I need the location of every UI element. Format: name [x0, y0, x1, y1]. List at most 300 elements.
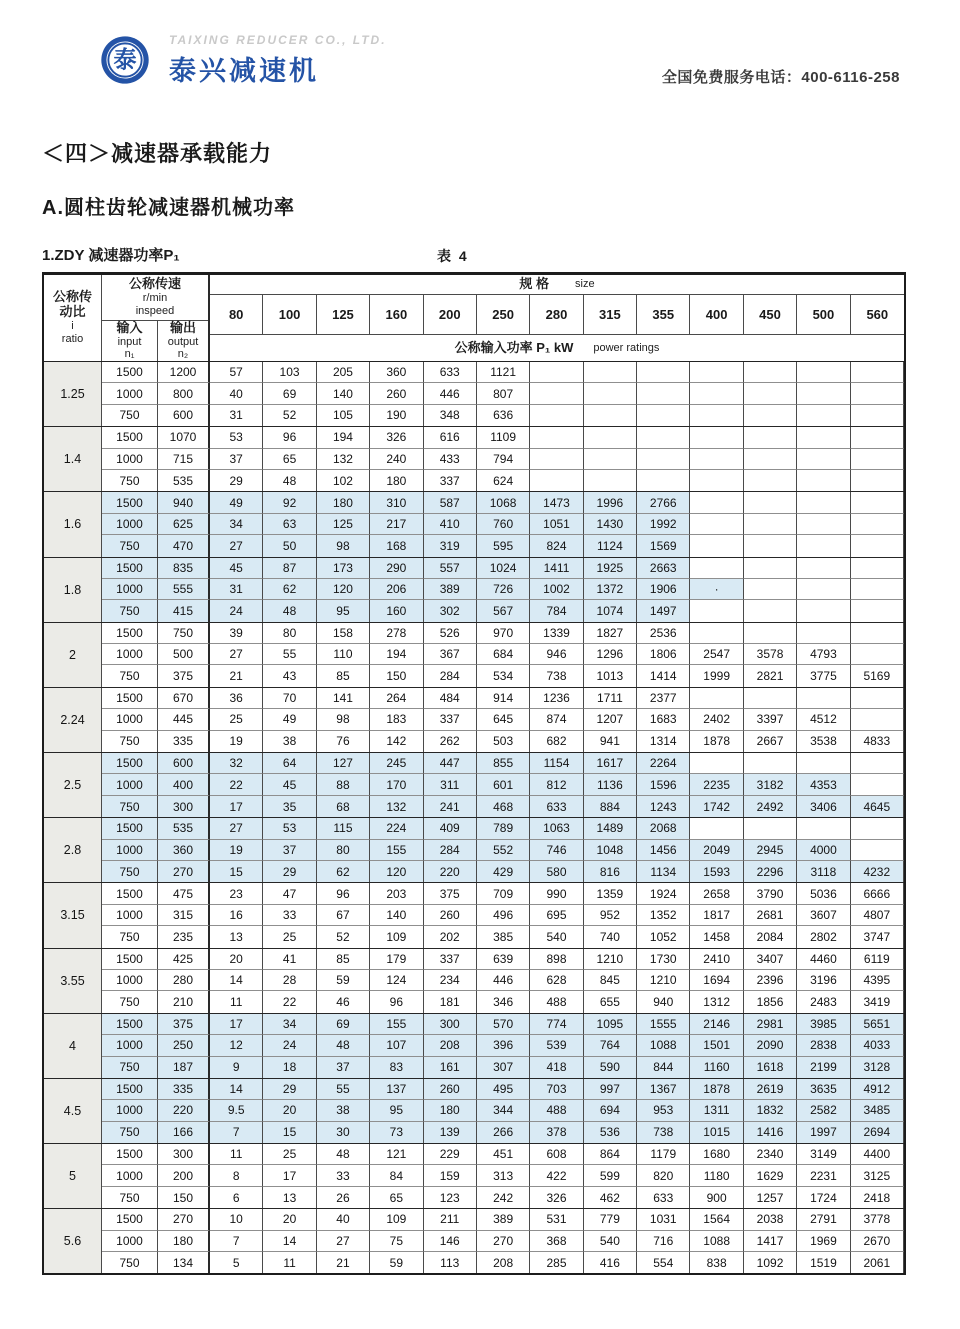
cell-input-speed: 1500: [102, 818, 158, 839]
cell-power-value: 3196: [797, 970, 850, 991]
cell-power-value: 601: [477, 774, 530, 795]
cell-power-value: 40: [210, 383, 263, 404]
cell-power-value: 587: [424, 492, 477, 513]
cell-power-value: 47: [263, 883, 316, 904]
cell-input-speed: 1500: [102, 688, 158, 709]
cell-power-value: 15: [263, 1122, 316, 1143]
size-column-header: 450: [744, 295, 797, 334]
cell-power-value: 3607: [797, 905, 850, 926]
cell-power-value: 284: [424, 840, 477, 861]
cell-power-value: 132: [317, 449, 370, 470]
cell-power-value: 120: [370, 861, 423, 882]
cell-power-value: 25: [263, 1144, 316, 1165]
cell-power-value: 838: [690, 1252, 743, 1273]
size-column-header: 315: [584, 295, 637, 334]
cell-power-value: 595: [477, 535, 530, 556]
cell-input-speed: 1000: [102, 644, 158, 665]
cell-power-value: 65: [370, 1187, 423, 1208]
cell-power-value: 496: [477, 905, 530, 926]
cell-power-value: 3790: [744, 883, 797, 904]
cell-power-value: 13: [210, 926, 263, 947]
header-input-line: n₁: [124, 348, 135, 361]
cell-power-value: 1243: [637, 796, 690, 817]
cell-input-speed: 1500: [102, 558, 158, 579]
cell-power-value: 3128: [851, 1057, 904, 1078]
cell-power-value: 375: [424, 883, 477, 904]
cell-power-value: 17: [210, 796, 263, 817]
cell-power-value: 245: [370, 753, 423, 774]
size-column-header: 560: [866, 307, 889, 322]
cell-power-value: 28: [263, 970, 316, 991]
cell-power-value: 337: [424, 470, 477, 491]
cell-power-value: 98: [317, 709, 370, 730]
cell-power-value: 11: [210, 991, 263, 1012]
cell-power-value: 29: [263, 861, 316, 882]
cell-power-value: 278: [370, 623, 423, 644]
cell-power-value: 2667: [744, 731, 797, 752]
cell-power-value: 83: [370, 1057, 423, 1078]
cell-power-value: [690, 753, 743, 774]
cell-power-value: 4833: [851, 731, 904, 752]
cell-power-value: [851, 623, 904, 644]
cell-power-value: 217: [370, 514, 423, 535]
cell-power-value: 1629: [744, 1165, 797, 1186]
cell-ratio: 3.15: [44, 883, 102, 947]
cell-power-value: 110: [317, 644, 370, 665]
cell-power-value: 396: [477, 1035, 530, 1056]
cell-power-value: 30: [317, 1122, 370, 1143]
cell-power-value: [797, 514, 850, 535]
cell-power-value: 4460: [797, 949, 850, 970]
cell-power-value: 3406: [797, 796, 850, 817]
cell-power-value: 2231: [797, 1165, 850, 1186]
cell-power-value: 310: [370, 492, 423, 513]
cell-power-value: 59: [317, 970, 370, 991]
cell-output-speed: 715: [158, 449, 210, 470]
cell-input-speed: 750: [102, 470, 158, 491]
cell-power-value: 85: [317, 665, 370, 686]
cell-power-value: 633: [424, 362, 477, 383]
cell-power-value: [690, 405, 743, 426]
cell-power-value: 1063: [530, 818, 583, 839]
cell-power-value: 45: [263, 774, 316, 795]
cell-power-value: [744, 623, 797, 644]
cell-power-value: 970: [477, 623, 530, 644]
cell-power-value: 2547: [690, 644, 743, 665]
cell-power-value: 76: [317, 731, 370, 752]
cell-power-value: 24: [210, 600, 263, 621]
cell-power-value: 816: [584, 861, 637, 882]
cell-power-value: 3407: [744, 949, 797, 970]
cell-power-value: 11: [263, 1252, 316, 1273]
cell-power-value: 16: [210, 905, 263, 926]
cell-output-speed: 625: [158, 514, 210, 535]
cell-power-value: 29: [263, 1079, 316, 1100]
cell-output-speed: 235: [158, 926, 210, 947]
cell-power-value: 23: [210, 883, 263, 904]
cell-power-value: [797, 579, 850, 600]
power-ratings-table: [42, 272, 906, 1275]
cell-power-value: [744, 470, 797, 491]
cell-output-speed: 600: [158, 405, 210, 426]
cell-power-value: 146: [424, 1231, 477, 1252]
table-body: [44, 362, 904, 1273]
header-speed-line: inspeed: [135, 304, 175, 317]
cell-power-value: [851, 535, 904, 556]
cell-power-value: 41: [263, 949, 316, 970]
cell-input-speed: 1500: [102, 427, 158, 448]
cell-power-value: 1593: [690, 861, 743, 882]
cell-power-value: [851, 362, 904, 383]
cell-power-value: 740: [584, 926, 637, 947]
cell-power-value: 37: [317, 1057, 370, 1078]
cell-power-value: 884: [584, 796, 637, 817]
size-column-header: 250: [477, 295, 530, 334]
cell-power-value: 150: [370, 665, 423, 686]
cell-power-value: 997: [584, 1079, 637, 1100]
cell-power-value: 38: [263, 731, 316, 752]
cell-power-value: [797, 623, 850, 644]
cell-power-value: 208: [424, 1035, 477, 1056]
cell-power-value: 1497: [637, 600, 690, 621]
cell-output-speed: 475: [158, 883, 210, 904]
cell-power-value: [851, 644, 904, 665]
cell-power-value: 540: [530, 926, 583, 947]
cell-power-value: 2038: [744, 1209, 797, 1230]
cell-power-value: 1878: [690, 1079, 743, 1100]
cell-power-value: [584, 449, 637, 470]
cell-input-speed: 1500: [102, 1209, 158, 1230]
cell-power-value: 3578: [744, 644, 797, 665]
cell-ratio: 2.8: [44, 818, 102, 882]
cell-power-value: 59: [370, 1252, 423, 1273]
cell-power-value: 284: [424, 665, 477, 686]
cell-output-speed: 750: [158, 623, 210, 644]
cell-power-value: [851, 688, 904, 709]
cell-output-speed: 335: [158, 1079, 210, 1100]
cell-power-value: 96: [263, 427, 316, 448]
cell-power-value: 2235: [690, 774, 743, 795]
cell-power-value: [584, 427, 637, 448]
size-column-header: 80: [210, 295, 263, 334]
cell-power-value: 3985: [797, 1014, 850, 1035]
cell-power-value: 25: [263, 926, 316, 947]
table-label: 1.ZDY 减速器功率P₁: [42, 247, 180, 264]
cell-power-value: 1031: [637, 1209, 690, 1230]
cell-power-value: 55: [263, 644, 316, 665]
ratio-group: [44, 1014, 904, 1079]
cell-power-value: 39: [210, 623, 263, 644]
cell-power-value: 760: [477, 514, 530, 535]
cell-power-value: 27: [317, 1231, 370, 1252]
cell-power-value: 488: [530, 991, 583, 1012]
header-output-line: 输出: [169, 319, 196, 335]
cell-power-value: 1416: [744, 1122, 797, 1143]
cell-power-value: 50: [263, 535, 316, 556]
cell-power-value: 695: [530, 905, 583, 926]
cell-power-value: 1134: [637, 861, 690, 882]
cell-power-value: 75: [370, 1231, 423, 1252]
cell-power-value: 88: [317, 774, 370, 795]
cell-power-value: 645: [477, 709, 530, 730]
cell-output-speed: 835: [158, 558, 210, 579]
ratio-group: [44, 883, 904, 948]
cell-output-speed: 280: [158, 970, 210, 991]
cell-power-value: [744, 818, 797, 839]
cell-power-value: [797, 405, 850, 426]
cell-power-value: 4400: [851, 1144, 904, 1165]
cell-power-value: 1339: [530, 623, 583, 644]
size-column-header: 280: [530, 295, 583, 334]
cell-power-value: [530, 449, 583, 470]
cell-power-value: 1519: [797, 1252, 850, 1273]
cell-power-value: 34: [210, 514, 263, 535]
cell-power-value: 9: [210, 1057, 263, 1078]
cell-power-value: 738: [637, 1122, 690, 1143]
cell-power-value: 87: [263, 558, 316, 579]
cell-power-value: 19: [210, 840, 263, 861]
cell-power-value: 410: [424, 514, 477, 535]
cell-power-value: 17: [210, 1014, 263, 1035]
cell-power-value: 8: [210, 1165, 263, 1186]
cell-ratio: 5.6: [44, 1209, 102, 1273]
cell-power-value: 616: [424, 427, 477, 448]
cell-output-speed: 220: [158, 1100, 210, 1121]
cell-power-value: 4912: [851, 1079, 904, 1100]
header-ratio-column: [44, 275, 102, 361]
cell-power-value: 40: [317, 1209, 370, 1230]
header-power-en: power ratings: [593, 341, 660, 354]
cell-power-value: 155: [370, 1014, 423, 1035]
cell-power-value: 429: [477, 861, 530, 882]
cell-power-value: [851, 492, 904, 513]
cell-power-value: 1121: [477, 362, 530, 383]
cell-ratio: 4.5: [44, 1079, 102, 1143]
cell-power-value: 1154: [530, 753, 583, 774]
cell-power-value: 96: [317, 883, 370, 904]
cell-power-value: 107: [370, 1035, 423, 1056]
cell-power-value: 115: [317, 818, 370, 839]
cell-power-value: 346: [477, 991, 530, 1012]
cell-power-value: [797, 449, 850, 470]
cell-power-value: 1048: [584, 840, 637, 861]
cell-power-value: 990: [530, 883, 583, 904]
cell-power-value: 1314: [637, 731, 690, 752]
cell-power-value: 1015: [690, 1122, 743, 1143]
header-ratio-line: i: [71, 320, 74, 333]
cell-power-value: 3635: [797, 1079, 850, 1100]
cell-power-value: 19: [210, 731, 263, 752]
header-input-line: 输入: [116, 319, 143, 335]
cell-power-value: [584, 470, 637, 491]
cell-power-value: 703: [530, 1079, 583, 1100]
cell-power-value: 2377: [637, 688, 690, 709]
cell-output-speed: 134: [158, 1252, 210, 1273]
cell-power-value: 22: [263, 991, 316, 1012]
cell-power-value: 103: [263, 362, 316, 383]
cell-power-value: 313: [477, 1165, 530, 1186]
cell-power-value: 95: [370, 1100, 423, 1121]
cell-power-value: [851, 774, 904, 795]
cell-input-speed: 1500: [102, 492, 158, 513]
cell-power-value: [690, 535, 743, 556]
ratio-group: [44, 1079, 904, 1144]
cell-power-value: ·: [690, 579, 743, 600]
cell-power-value: 2670: [851, 1231, 904, 1252]
cell-power-value: 2802: [797, 926, 850, 947]
cell-power-value: 241: [424, 796, 477, 817]
cell-output-speed: 210: [158, 991, 210, 1012]
cell-power-value: 290: [370, 558, 423, 579]
subsection-title: A.圆柱齿轮减速器机械功率: [42, 197, 295, 219]
cell-power-value: 7: [210, 1122, 263, 1143]
page-header: [0, 0, 960, 110]
cell-power-value: 1969: [797, 1231, 850, 1252]
cell-power-value: 14: [263, 1231, 316, 1252]
cell-power-value: 155: [370, 840, 423, 861]
cell-power-value: 1136: [584, 774, 637, 795]
cell-power-value: 348: [424, 405, 477, 426]
cell-power-value: 1617: [584, 753, 637, 774]
cell-power-value: 1024: [477, 558, 530, 579]
cell-output-speed: 250: [158, 1035, 210, 1056]
cell-power-value: 418: [530, 1057, 583, 1078]
ratio-group: [44, 949, 904, 1014]
cell-power-value: 270: [477, 1231, 530, 1252]
size-column-header: 400: [690, 295, 743, 334]
cell-power-value: 63: [263, 514, 316, 535]
cell-power-value: 2791: [797, 1209, 850, 1230]
cell-ratio: 4: [44, 1014, 102, 1078]
cell-input-speed: 1000: [102, 709, 158, 730]
cell-power-value: [744, 579, 797, 600]
cell-power-value: 1236: [530, 688, 583, 709]
cell-power-value: [690, 449, 743, 470]
cell-input-speed: 1000: [102, 905, 158, 926]
cell-power-value: 1160: [690, 1057, 743, 1078]
cell-power-value: 337: [424, 949, 477, 970]
cell-power-value: 62: [263, 579, 316, 600]
cell-power-value: 2396: [744, 970, 797, 991]
cell-power-value: 1367: [637, 1079, 690, 1100]
cell-input-speed: 1500: [102, 362, 158, 383]
cell-power-value: 628: [530, 970, 583, 991]
cell-power-value: 344: [477, 1100, 530, 1121]
cell-power-value: 900: [690, 1187, 743, 1208]
cell-power-value: 73: [370, 1122, 423, 1143]
cell-power-value: 307: [477, 1057, 530, 1078]
cell-power-value: 14: [210, 1079, 263, 1100]
cell-power-value: 2663: [637, 558, 690, 579]
header-size-group: [210, 275, 904, 295]
cell-power-value: 746: [530, 840, 583, 861]
cell-power-value: 1569: [637, 535, 690, 556]
cell-power-value: 124: [370, 970, 423, 991]
cell-power-value: 422: [530, 1165, 583, 1186]
cell-power-value: 1456: [637, 840, 690, 861]
size-column-header: 160: [370, 295, 423, 334]
cell-power-value: 57: [210, 362, 263, 383]
cell-power-value: 120: [317, 579, 370, 600]
cell-power-value: 1724: [797, 1187, 850, 1208]
cell-output-speed: 800: [158, 383, 210, 404]
cell-power-value: 2084: [744, 926, 797, 947]
cell-power-value: 1088: [637, 1035, 690, 1056]
cell-power-value: 557: [424, 558, 477, 579]
cell-power-value: 2492: [744, 796, 797, 817]
cell-power-value: 105: [317, 405, 370, 426]
cell-input-speed: 1000: [102, 1165, 158, 1186]
cell-power-value: 6666: [851, 883, 904, 904]
cell-power-value: 1124: [584, 535, 637, 556]
cell-power-value: 694: [584, 1100, 637, 1121]
cell-power-value: [637, 362, 690, 383]
size-columns-row: [210, 295, 904, 335]
cell-output-speed: 360: [158, 840, 210, 861]
cell-power-value: [690, 818, 743, 839]
cell-power-value: 3485: [851, 1100, 904, 1121]
cell-power-value: [851, 470, 904, 491]
cell-power-value: [690, 623, 743, 644]
cell-power-value: 378: [530, 1122, 583, 1143]
cell-power-value: 1414: [637, 665, 690, 686]
cell-power-value: 140: [370, 905, 423, 926]
cell-power-value: 326: [530, 1187, 583, 1208]
cell-power-value: [530, 427, 583, 448]
cell-output-speed: 670: [158, 688, 210, 709]
cell-power-value: 608: [530, 1144, 583, 1165]
cell-power-value: 941: [584, 731, 637, 752]
cell-power-value: [851, 383, 904, 404]
cell-output-speed: 187: [158, 1057, 210, 1078]
cell-power-value: 1411: [530, 558, 583, 579]
cell-power-value: 95: [317, 600, 370, 621]
cell-power-value: 1827: [584, 623, 637, 644]
cell-ratio: 2.24: [44, 688, 102, 752]
ratio-group: [44, 818, 904, 883]
cell-power-value: 21: [317, 1252, 370, 1273]
cell-power-value: 488: [530, 1100, 583, 1121]
cell-power-value: 109: [370, 926, 423, 947]
cell-power-value: [690, 600, 743, 621]
cell-power-value: 52: [263, 405, 316, 426]
cell-power-value: 2838: [797, 1035, 850, 1056]
cell-power-value: 229: [424, 1144, 477, 1165]
cell-output-speed: 375: [158, 665, 210, 686]
cell-power-value: 1694: [690, 970, 743, 991]
cell-power-value: 1372: [584, 579, 637, 600]
cell-power-value: 462: [584, 1187, 637, 1208]
header-output-speed: [158, 321, 208, 361]
cell-power-value: 1210: [584, 949, 637, 970]
cell-power-value: 812: [530, 774, 583, 795]
cell-power-value: 260: [370, 383, 423, 404]
cell-power-value: 1296: [584, 644, 637, 665]
ratio-group: [44, 623, 904, 688]
cell-output-speed: 470: [158, 535, 210, 556]
cell-power-value: 4807: [851, 905, 904, 926]
cell-power-value: 1074: [584, 600, 637, 621]
gear-logo-icon: [93, 28, 157, 92]
cell-power-value: 159: [424, 1165, 477, 1186]
cell-power-value: 2296: [744, 861, 797, 882]
cell-power-value: [744, 753, 797, 774]
cell-power-value: 161: [424, 1057, 477, 1078]
cell-power-value: 17: [263, 1165, 316, 1186]
cell-power-value: 70: [263, 688, 316, 709]
cell-power-value: 567: [477, 600, 530, 621]
cell-power-value: 48: [263, 470, 316, 491]
